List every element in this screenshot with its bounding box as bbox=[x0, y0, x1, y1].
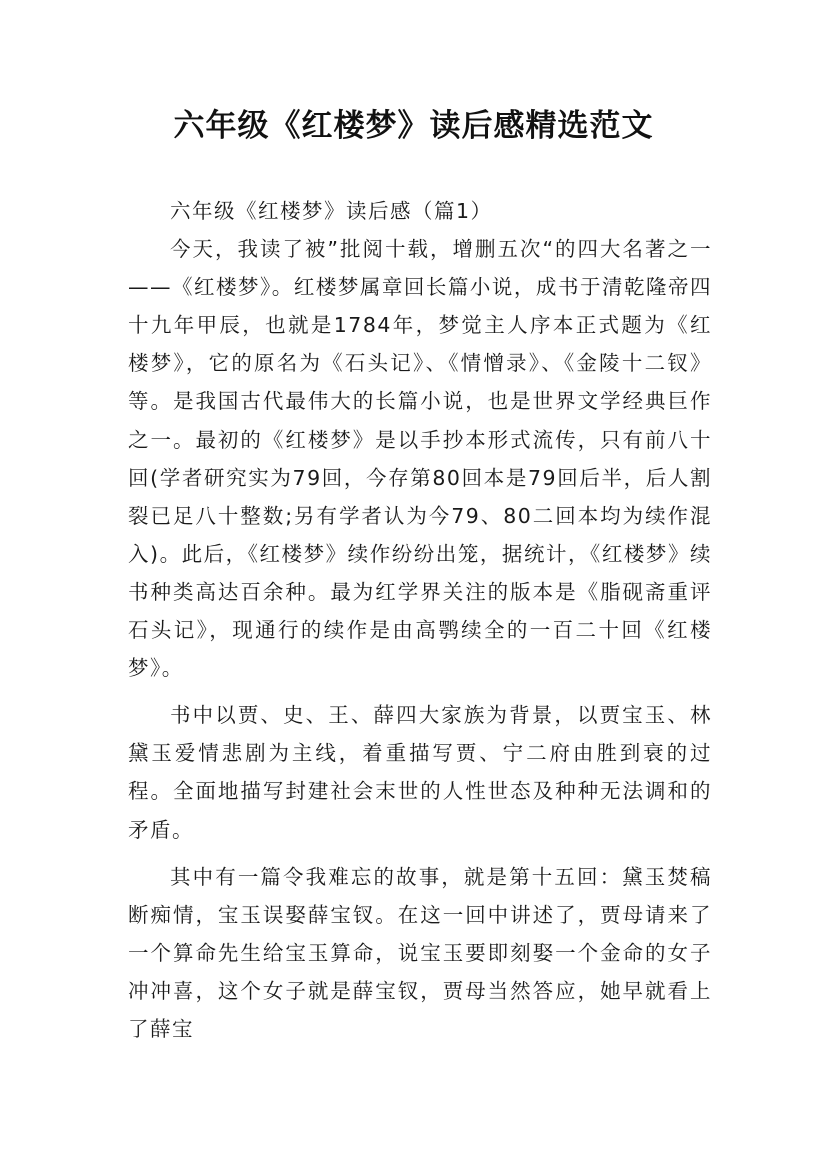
document-title: 六年级《红楼梦》读后感精选范文 bbox=[173, 108, 654, 144]
paragraph-story: 其中有一篇令我难忘的故事，就是第十五回：黛玉焚稿断痴情，宝玉误娶薛宝钗。在这一回中讲述了，贾母请来了一个算命先生给宝玉算命，说宝玉要即刻娶一个金命的女子冲冲喜，这个女子就是薛宝钗，贾母当然答应，她早就看上了薛宝 bbox=[128, 864, 712, 1041]
document-body bbox=[128, 192, 712, 1048]
section-heading: 六年级《红楼梦》读后感（篇1） bbox=[170, 199, 493, 223]
paragraph-intro: 今天，我读了被”批阅十载，增删五次“的四大名著之一——《红楼梦》。红楼梦属章回长篇小说，成书于清乾隆帝四十九年甲辰，也就是1784年，梦觉主人序本正式题为《红楼梦》，它的原名为《石头记》、《情憎录》、《金陵十二钗》等。是我国古代最伟大的长篇小说，也是世界文学经典巨作之一。最初的《红楼梦》是以手抄本形式流传，只有前八十回(学者研究实为79回，今存第80回本是79回后半，后人割裂已足八十整数;另有学者认为今79、80二回本均为续作混入)。此后，《红楼梦》续作纷纷出笼，据统计，《红楼梦》续书种类高达百余种。最为红学界关注的版本是《脂砚斋重评石头记》，现通行的续作是由高鹗续全的一百二十回《红楼梦》。 bbox=[128, 237, 712, 681]
paragraph-background: 书中以贾、史、王、薛四大家族为背景，以贾宝玉、林黛玉爱情悲剧为主线，着重描写贾、宁二府由胜到衰的过程。全面地描写封建社会末世的人性世态及种种无法调和的矛盾。 bbox=[128, 703, 712, 842]
